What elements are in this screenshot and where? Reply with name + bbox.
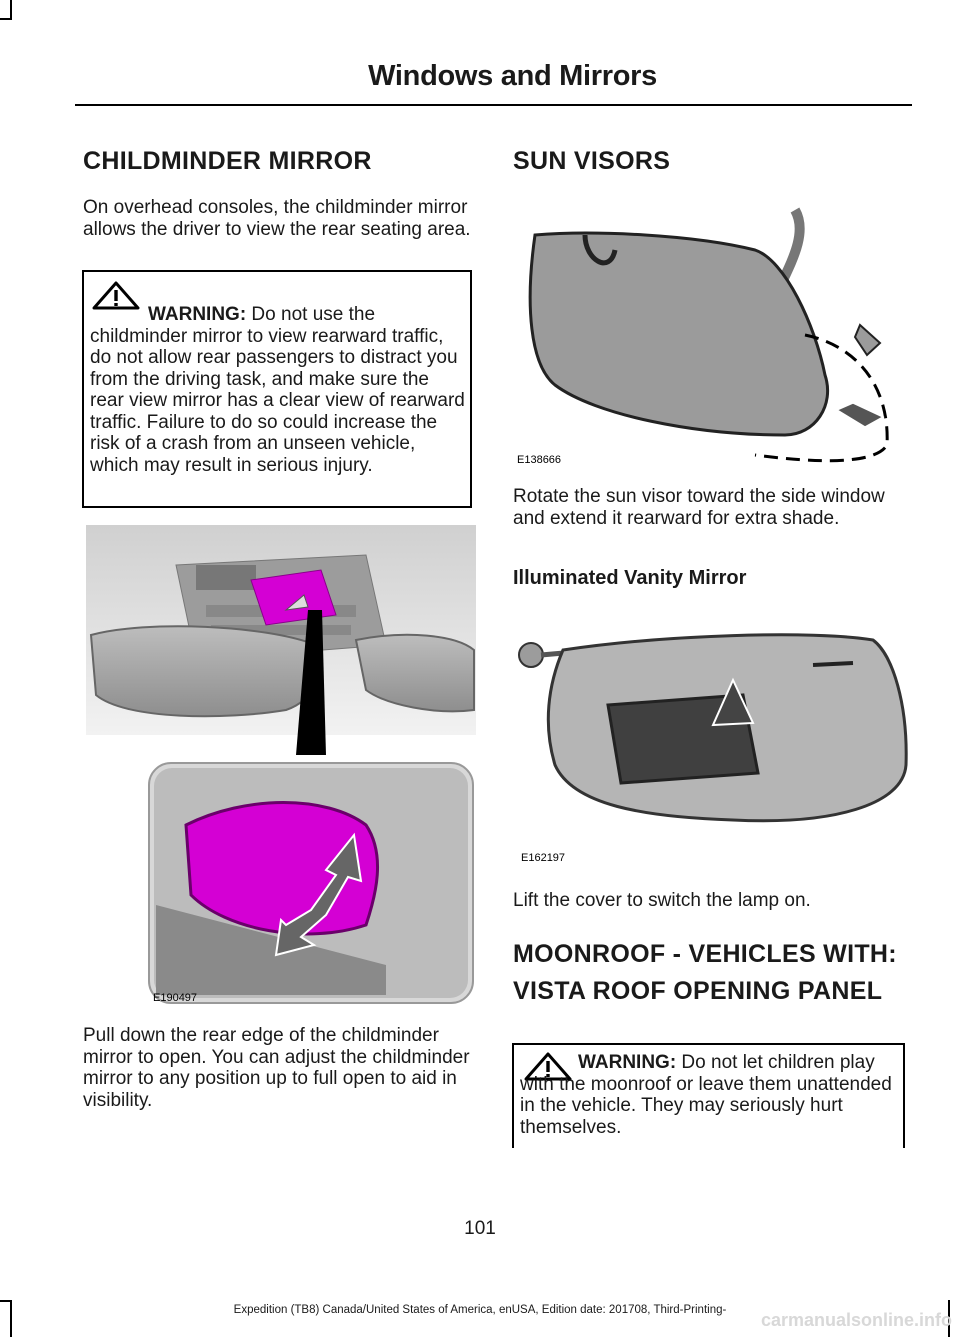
sun-visor-rotate-illustration	[515, 205, 900, 470]
childminder-mirror-illustration	[86, 525, 476, 1005]
watermark: carmanualsonline.info	[760, 1310, 952, 1330]
sun-visor-text: Rotate the sun visor toward the side window and extend it rearward for extra shade.	[513, 486, 885, 529]
childminder-warning-text	[90, 304, 468, 476]
crop-mark	[0, 1300, 12, 1302]
page-number: 101	[464, 1218, 496, 1239]
crop-mark	[10, 0, 12, 20]
figure-code: E138666	[517, 454, 562, 466]
moonroof-warning-box	[512, 1043, 905, 1148]
vanity-mirror-heading: Illuminated Vanity Mirror	[513, 567, 747, 589]
moonroof-heading-line2: VISTA ROOF OPENING PANEL	[513, 977, 883, 1005]
vanity-mirror-illustration	[513, 615, 908, 835]
warning-body: Do not let children play with the moonroof or leave them unattended in the vehicle. They may seriously hurt themselves.	[520, 1052, 892, 1138]
childminder-intro: On overhead consoles, the childminder mirror allows the driver to view the rear seating area.	[83, 197, 471, 240]
sun-visors-heading: SUN VISORS	[513, 147, 671, 175]
crop-mark	[0, 18, 12, 20]
page-title: Windows and Mirrors	[368, 60, 657, 92]
moonroof-heading-line1: MOONROOF - VEHICLES WITH:	[513, 940, 897, 968]
childminder-caption: Pull down the rear edge of the childminder mirror to open. You can adjust the childminder mirror to any position up to full open to aid in visibility.	[83, 1025, 470, 1111]
header-rule	[75, 104, 912, 106]
childminder-heading: CHILDMINDER MIRROR	[83, 147, 372, 175]
vanity-mirror-text: Lift the cover to switch the lamp on.	[513, 890, 811, 911]
footer-text: Expedition (TB8) Canada/United States of America, enUSA, Edition date: 201708, Third-Printing-	[233, 1304, 727, 1316]
warning-label: WARNING:	[578, 1052, 677, 1073]
moonroof-warning-text	[520, 1052, 905, 1138]
figure-code: E162197	[521, 852, 566, 864]
warning-label: WARNING:	[148, 304, 247, 325]
childminder-warning-box	[82, 270, 472, 508]
warning-body: Do not use the childminder mirror to view rearward traffic, do not allow rear passengers to distract you from the driving task, and make sure the rear view mirror has a clear view of rearward traffic. Failure to do so could increase the risk of a crash from an unseen vehicle, which may result in serious injury.	[90, 304, 465, 476]
figure-code: E190497	[153, 992, 198, 1004]
